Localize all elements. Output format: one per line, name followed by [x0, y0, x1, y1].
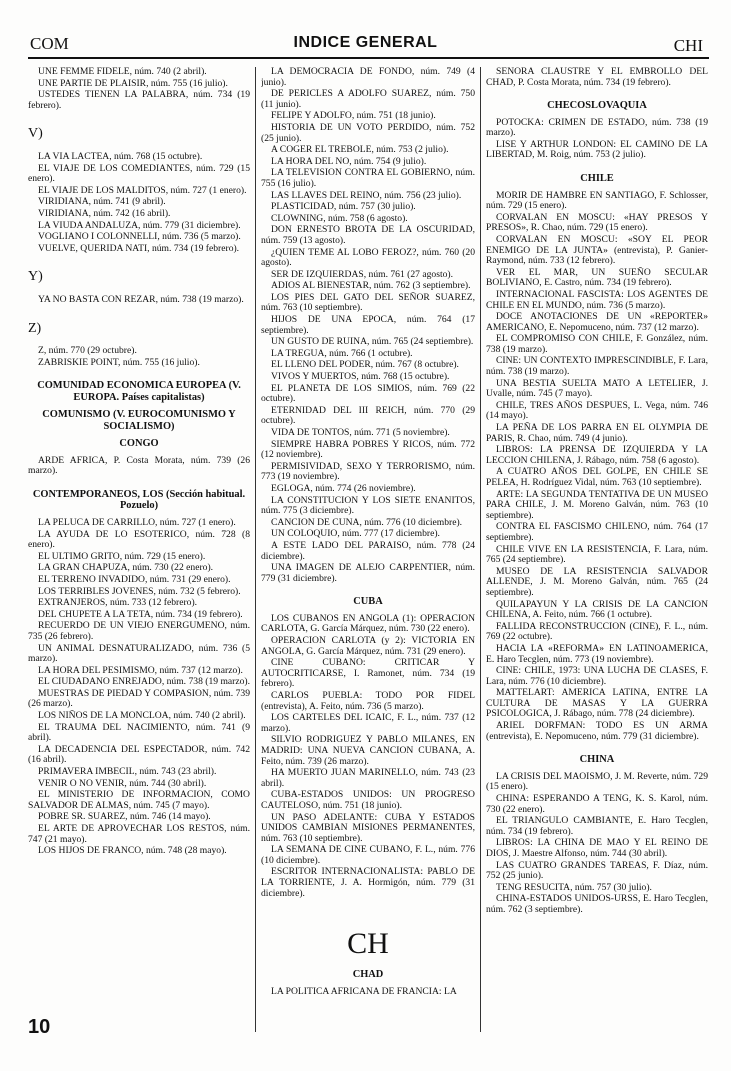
alphabet-subheading: Y)	[28, 269, 43, 285]
index-entry: LA AYUDA DE LO ESOTERICO, núm. 728 (8 enero).	[28, 528, 250, 551]
index-entry: POBRE SR. SUAREZ, núm. 746 (14 mayo).	[38, 811, 211, 823]
index-entry: VOGLIANO I COLONNELLI, núm. 736 (5 marzo).	[38, 231, 241, 243]
index-entry: CLOWNING, núm. 758 (6 agosto).	[271, 212, 408, 224]
index-entry: LA DEMOCRACIA DE FONDO, núm. 749 (4 junio).	[261, 67, 475, 88]
index-entry: CONTRA EL FASCISMO CHILENO, núm. 764 (17 septiembre).	[486, 521, 708, 543]
index-entry: UN GUSTO DE RUINA, núm. 765 (24 septiembre).	[271, 336, 474, 348]
index-entry: ARIEL DORFMAN: TODO ES UN ARMA (entrevista), E. Nepomuceno, núm. 779 (31 diciembre).	[486, 720, 708, 742]
index-entry: CUBA-ESTADOS UNIDOS: UN PROGRESO CAUTELOSO, núm. 751 (18 junio).	[261, 789, 475, 811]
header-title: INDICE GENERAL	[293, 34, 438, 51]
index-entry: LA TELEVISION CONTRA EL GOBIERNO, núm. 755 (16 julio).	[261, 167, 475, 189]
index-entry: LA POLITICA AFRICANA DE FRANCIA: LA	[271, 985, 457, 997]
section-heading: CHILE	[580, 173, 614, 185]
index-entry: LA GRAN CHAPUZA, núm. 730 (22 enero).	[38, 562, 214, 574]
index-entry: EL COMPROMISO CON CHILE, F. González, núm. 738 (19 marzo).	[486, 333, 708, 355]
index-entry: EL ULTIMO GRITO, núm. 729 (15 enero).	[38, 550, 206, 562]
index-entry: TENG RESUCITA, núm. 757 (30 julio).	[496, 881, 652, 893]
index-entry: DOCE ANOTACIONES DE UN «REPORTER» AMERICANO, E. Nepomuceno, núm. 737 (12 marzo).	[486, 311, 708, 333]
index-entry: LA HORA DEL PESIMISMO, núm. 737 (12 marzo).	[38, 664, 243, 676]
header-right-guide-word: CHI	[673, 36, 703, 55]
index-entry: CINE: CHILE, 1973: UNA LUCHA DE CLASES, F. Lara, núm. 776 (10 diciembre).	[486, 665, 708, 687]
index-entry: CORVALAN EN MOSCU: «HAY PRESOS Y PRESOS», R. Chao, núm. 729 (15 enero).	[486, 211, 708, 234]
index-entry: LA SEMANA DE CINE CUBANO, F. L., núm. 776 (10 diciembre).	[261, 844, 475, 866]
index-entry: USTEDES TIENEN LA PALABRA, núm. 734 (19 febrero).	[28, 89, 250, 111]
index-entry: LA PELUCA DE CARRILLO, núm. 727 (1 enero).	[38, 516, 236, 528]
page-number: 10	[28, 1016, 51, 1038]
index-entry: EL VIAJE DE LOS MALDITOS, núm. 727 (1 enero).	[38, 184, 247, 196]
index-entry: LA DECADENCIA DEL ESPECTADOR, núm. 742 (16 abril).	[28, 743, 250, 766]
column-divider	[480, 67, 481, 1032]
index-column-1	[28, 67, 250, 1042]
section-heading: CUBA	[353, 596, 383, 608]
index-column-3	[486, 67, 708, 1042]
index-entry: ¿QUIEN TEME AL LOBO FEROZ?, núm. 760 (20 agosto).	[261, 246, 475, 269]
index-entry: CHILE, TRES AÑOS DESPUES, L. Vega, núm. 746 (14 mayo).	[486, 399, 708, 422]
alphabet-letter-heading: CH	[347, 927, 389, 961]
index-entry: VENIR O NO VENIR, núm. 744 (30 abril).	[38, 777, 207, 789]
index-entry: SILVIO RODRIGUEZ Y PABLO MILANES, EN MADRID: UNA NUEVA CANCION CUBANA, A. Feito, núm. 739 (26 marzo).	[261, 734, 475, 767]
index-entry: EL TERRENO INVADIDO, núm. 731 (29 enero).	[38, 573, 231, 585]
index-entry: EGLOGA, núm. 774 (26 noviembre).	[271, 482, 416, 494]
index-entry: DEL CHUPETE A LA TETA, núm. 734 (19 febrero).	[38, 608, 243, 620]
index-entry: VUELVE, QUERIDA NATI, núm. 734 (19 febrero).	[38, 242, 240, 254]
index-entry: EL ARTE DE APROVECHAR LOS RESTOS, núm. 747 (21 mayo).	[28, 823, 250, 845]
index-entry: YA NO BASTA CON REZAR, núm. 738 (19 marzo).	[38, 293, 244, 305]
index-entry: A ESTE LADO DEL PARAISO, núm. 778 (24 diciembre).	[261, 539, 475, 562]
index-entry: EL MINISTERIO DE INFORMACION, COMO SALVADOR DE ALMAS, núm. 745 (7 mayo).	[28, 789, 250, 811]
index-entry: OPERACION CARLOTA (y 2): VICTORIA EN ANGOLA, G. García Márquez, núm. 731 (29 enero).	[261, 635, 475, 657]
index-entry: VIRIDIANA, núm. 741 (9 abril).	[38, 196, 166, 208]
section-heading: CONTEMPORANEOS, LOS (Sección habitual. Pozuelo)	[32, 488, 246, 512]
index-entry: LA HORA DEL NO, núm. 754 (9 julio).	[271, 155, 427, 167]
index-entry: CARLOS PUEBLA: TODO POR FIDEL (entrevista), A. Feito, núm. 736 (5 marzo).	[261, 689, 475, 712]
index-entry: INTERNACIONAL FASCISTA: LOS AGENTES DE CHILE EN EL MUNDO, núm. 736 (5 marzo).	[486, 288, 708, 311]
index-entry: LIBROS: LA PRENSA DE IZQUIERDA Y LA LECCION CHILENA, J. Rábago, núm. 758 (6 agosto).	[486, 444, 708, 466]
index-entry: LOS CUBANOS EN ANGOLA (1): OPERACION CARLOTA, G. García Márquez, núm. 730 (22 enero).	[261, 612, 475, 635]
index-entry: FELIPE Y ADOLFO, núm. 751 (18 junio).	[271, 110, 436, 122]
page-header	[0, 0, 731, 64]
index-entry: VER EL MAR, UN SUEÑO SECULAR BOLIVIANO, E. Castro, núm. 734 (19 febrero).	[486, 266, 708, 289]
index-entry: ETERNIDAD DEL III REICH, núm. 770 (29 octubre).	[261, 404, 475, 427]
index-column-2	[261, 67, 475, 1042]
section-heading: CHINA	[579, 754, 615, 766]
index-entry: LIBROS: LA CHINA DE MAO Y EL REINO DE DIOS, J. Maestre Alfonso, núm. 744 (30 abril).	[486, 837, 708, 859]
index-entry: HIJOS DE UNA EPOCA, núm. 764 (17 septiembre).	[261, 314, 475, 336]
index-entry: EL TRAUMA DEL NACIMIENTO, núm. 741 (9 abril).	[28, 721, 250, 744]
index-entry: UN COLOQUIO, núm. 777 (17 diciembre).	[271, 528, 440, 540]
index-entry: MUSEO DE LA RESISTENCIA SALVADOR ALLENDE, J. M. Moreno Galván, núm. 765 (24 septiembre).	[486, 565, 708, 598]
column-divider	[255, 67, 256, 1032]
index-entry: SIEMPRE HABRA POBRES Y RICOS, núm. 772 (12 noviembre).	[261, 438, 475, 461]
index-entry: CINE CUBANO: CRITICAR Y AUTOCRITICARSE, I. Ramonet, núm. 734 (19 febrero).	[261, 657, 475, 690]
index-entry: CORVALAN EN MOSCU: «SOY EL PEOR ENEMIGO DE LA JUNTA» (entrevista), P. Ganier-Raymond, núm. 733 (12 febrero).	[486, 233, 708, 267]
index-entry: ZABRISKIE POINT, núm. 755 (16 julio).	[38, 356, 200, 368]
index-entry: FALLIDA RECONSTRUCCION (CINE), F. L., núm. 769 (22 octubre).	[486, 620, 708, 643]
index-entry: UNA BESTIA SUELTA MATO A LETELIER, J. Uvalle, núm. 745 (7 mayo).	[486, 377, 708, 400]
index-entry: MATTELART: AMERICA LATINA, ENTRE LA CULTURA DE MASAS Y LA GUERRA PSICOLOGICA, J. Rábago, núm. 778 (24 diciembre).	[486, 687, 708, 720]
index-entry: LOS TERRIBLES JOVENES, núm. 732 (5 febrero).	[38, 585, 241, 597]
index-entry: SER DE IZQUIERDAS, núm. 761 (27 agosto).	[271, 268, 454, 280]
index-entry: LA CONSTITUCION Y LOS SIETE ENANITOS, núm. 775 (3 diciembre).	[261, 494, 475, 517]
index-entry: EL CIUDADANO ENREJADO, núm. 738 (19 marzo).	[38, 676, 250, 688]
index-entry: CHILE VIVE EN LA RESISTENCIA, F. Lara, núm. 765 (24 septiembre).	[486, 543, 708, 566]
index-entry: VIRIDIANA, núm. 742 (16 abril).	[38, 207, 171, 219]
alphabet-subheading: Z)	[28, 320, 42, 336]
index-entry: CHINA: ESPERANDO A TENG, K. S. Karol, núm. 730 (22 enero).	[486, 792, 708, 815]
section-heading: CONGO	[119, 438, 159, 450]
section-heading: COMUNISMO (V. EUROCOMUNISMO Y SOCIALISMO)	[42, 409, 236, 432]
index-entry: ARDE AFRICA, P. Costa Morata, núm. 739 (26 marzo).	[28, 454, 250, 477]
index-entry: ADIOS AL BIENESTAR, núm. 762 (3 septiembre).	[271, 280, 471, 292]
section-heading: COMUNIDAD ECONOMICA EUROPEA (V. EUROPA. Países capitalistas)	[37, 380, 241, 403]
section-heading: CHECOSLOVAQUIA	[547, 100, 647, 112]
index-entry: CANCION DE CUNA, núm. 776 (10 diciembre).	[271, 516, 463, 528]
index-entry: EL LLENO DEL PODER, núm. 767 (8 octubre).	[271, 359, 459, 371]
index-entry: UN PASO ADELANTE: CUBA Y ESTADOS UNIDOS CAMBIAN MISIONES PERMANENTES, núm. 763 (10 septiembre).	[261, 811, 475, 844]
index-entry: A COGER EL TREBOLE, núm. 753 (2 julio).	[271, 144, 449, 156]
index-entry: HISTORIA DE UN VOTO PERDIDO, núm. 752 (25 junio).	[261, 121, 475, 144]
index-entry: EXTRANJEROS, núm. 733 (12 febrero).	[38, 597, 198, 609]
alphabet-subheading: V)	[28, 126, 43, 142]
header-rule	[28, 57, 709, 59]
index-entry: POTOCKA: CRIMEN DE ESTADO, núm. 738 (19 marzo).	[486, 116, 708, 139]
index-entry: LAS CUATRO GRANDES TAREAS, F. Díaz, núm. 752 (25 junio).	[486, 859, 708, 882]
index-entry: HACIA LA «REFORMA» EN LATINOAMERICA, E. Haro Tecglen, núm. 773 (19 noviembre).	[486, 642, 708, 665]
index-entry: UNE PARTIE DE PLAISIR, núm. 755 (16 julio).	[38, 77, 228, 89]
index-entry: LOS PIES DEL GATO DEL SEÑOR SUAREZ, núm. 763 (10 septiembre).	[261, 291, 475, 314]
index-entry: A CUATRO AÑOS DEL GOLPE, EN CHILE SE PELEA, H. Rodríguez Vidal, núm. 763 (10 septiembre).	[486, 466, 708, 488]
index-entry: ARTE: LA SEGUNDA TENTATIVA DE UN MUSEO PARA CHILE, J. M. Moreno Galván, núm. 763 (10 septiembre).	[486, 488, 708, 521]
index-entry: EL VIAJE DE LOS COMEDIANTES, núm. 729 (15 enero).	[28, 162, 250, 185]
index-entry: LOS CARTELES DEL ICAIC, F. L., núm. 737 (12 marzo).	[261, 712, 475, 734]
index-entry: RECUERDO DE UN VIEJO ENERGUMENO, núm. 735 (26 febrero).	[28, 620, 250, 642]
index-entry: PLASTICIDAD, núm. 757 (30 julio).	[271, 201, 416, 213]
index-entry: DON ERNESTO BROTA DE LA OSCURIDAD, núm. 759 (13 agosto).	[261, 224, 475, 246]
index-entry: DE PERICLES A ADOLFO SUAREZ, núm. 750 (11 junio).	[261, 88, 475, 110]
index-entry: LA VIUDA ANDALUZA, núm. 779 (31 diciembre).	[38, 219, 241, 231]
index-entry: CINE: UN CONTEXTO IMPRESCINDIBLE, F. Lara, núm. 738 (19 marzo).	[486, 355, 708, 378]
index-entry: UNA IMAGEN DE ALEJO CARPENTIER, núm. 779 (31 diciembre).	[261, 562, 475, 584]
index-entry: LA TREGUA, núm. 766 (1 octubre).	[271, 347, 413, 359]
index-entry: LA VIA LACTEA, núm. 768 (15 octubre).	[38, 150, 203, 162]
index-entry: MORIR DE HAMBRE EN SANTIAGO, F. Schlosser, núm. 729 (15 enero).	[486, 189, 708, 212]
index-entry: VIVOS Y MUERTOS, núm. 768 (15 octubre).	[271, 371, 450, 383]
index-entry: PERMISIVIDAD, SEXO Y TERRORISMO, núm. 773 (19 noviembre).	[261, 460, 475, 483]
index-entry: HA MUERTO JUAN MARINELLO, núm. 743 (23 abril).	[261, 767, 475, 789]
index-entry: SEÑORA CLAUSTRE Y EL EMBROLLO DEL CHAD, P. Costa Morata, núm. 734 (19 febrero).	[486, 67, 708, 88]
index-entry: Z, núm. 770 (29 octubre).	[38, 345, 137, 357]
index-entry: MUESTRAS DE PIEDAD Y COMPASION, núm. 739 (26 marzo).	[28, 687, 250, 710]
index-entry: EL TRIANGULO CAMBIANTE, E. Haro Tecglen, núm. 734 (19 febrero).	[486, 815, 708, 837]
index-entry: LA PEÑA DE LOS PARRA EN EL OLYMPIA DE PARIS, R. Chao, núm. 749 (4 junio).	[486, 422, 708, 444]
index-entry: LOS NIÑOS DE LA MONCLOA, núm. 740 (2 abril).	[38, 710, 246, 722]
index-entry: CHINA-ESTADOS UNIDOS-URSS, E. Haro Tecglen, núm. 762 (3 septiembre).	[486, 893, 708, 915]
index-entry: QUILAPAYUN Y LA CRISIS DE LA CANCION CHILENA, A. Feito, núm. 766 (1 octubre).	[486, 598, 708, 621]
index-entry: LOS HIJOS DE FRANCO, núm. 748 (28 mayo).	[38, 845, 227, 857]
index-entry: LA CRISIS DEL MAOISMO, J. M. Reverte, núm. 729 (15 enero).	[486, 770, 708, 793]
index-entry: EL PLANETA DE LOS SIMIOS, núm. 769 (22 octubre).	[261, 382, 475, 405]
section-heading: CHAD	[352, 969, 384, 981]
index-entry: UNE FEMME FIDELE, núm. 740 (2 abril).	[38, 67, 207, 77]
index-entry: VIDA DE TONTOS, núm. 771 (5 noviembre).	[271, 427, 450, 438]
index-entry: LAS LLAVES DEL REINO, núm. 756 (23 julio).	[271, 189, 462, 201]
index-entry: LISE Y ARTHUR LONDON: EL CAMINO DE LA LIBERTAD, M. Roig, núm. 753 (2 julio).	[486, 138, 708, 161]
index-entry: PRIMAVERA IMBECIL, núm. 743 (23 abril).	[38, 766, 217, 778]
index-entry: UN ANIMAL DESNATURALIZADO, núm. 736 (5 marzo).	[28, 642, 250, 665]
header-left-guide-word: COM	[30, 34, 69, 53]
index-entry: ESCRITOR INTERNACIONALISTA: PABLO DE LA TORRIENTE, J. A. Hormigón, núm. 779 (31 diciembre).	[261, 866, 475, 899]
